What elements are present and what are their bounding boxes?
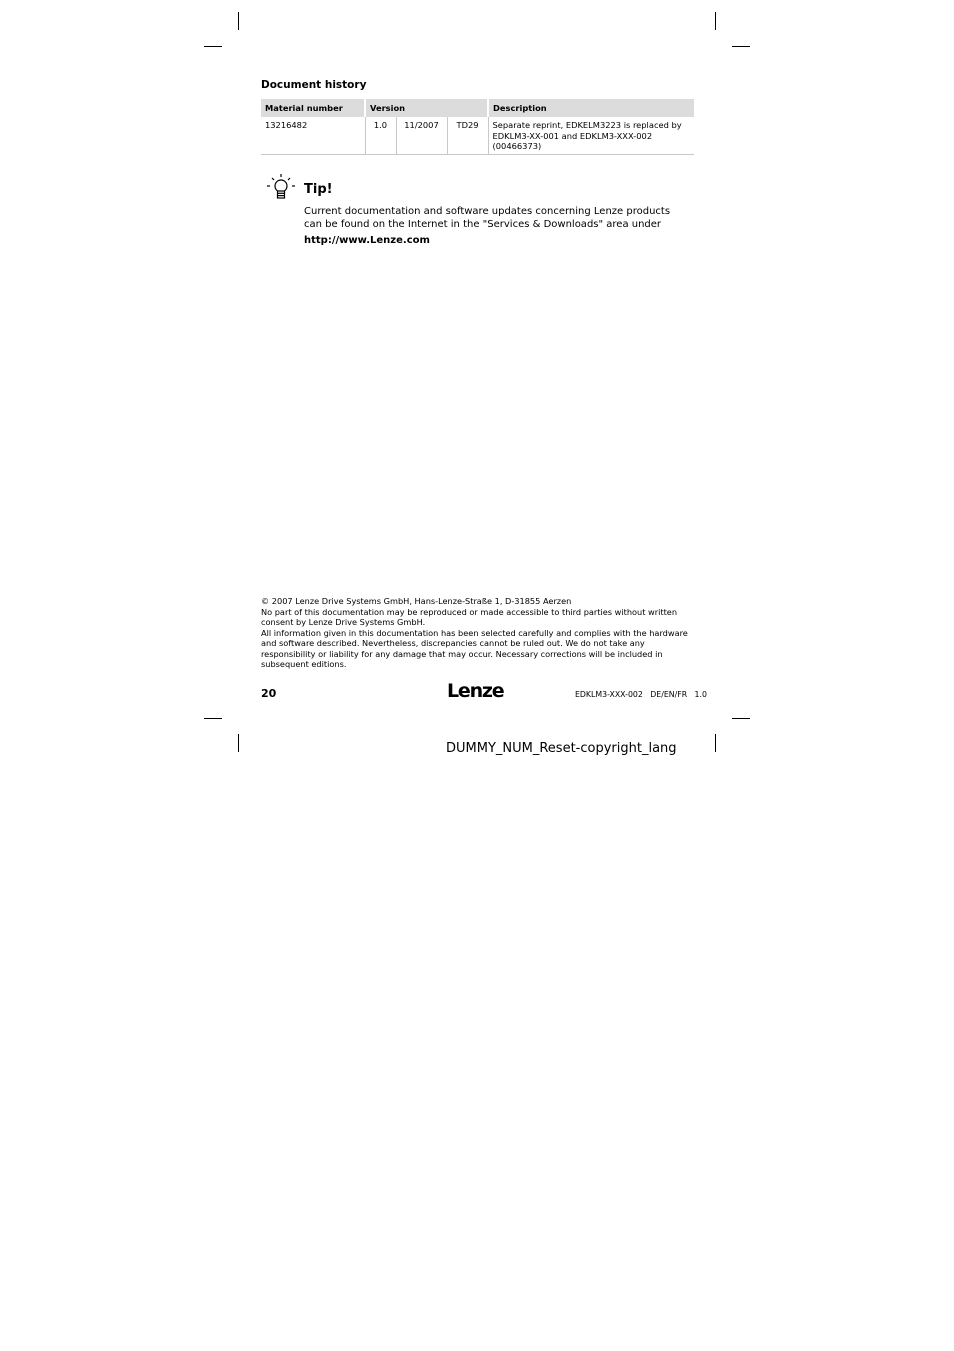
cell-description: Separate reprint, EDKELM3223 is replaced by EDKLM3-XX-001 and EDKLM3-XXX-002 (00466373) — [488, 117, 694, 154]
cell-version: 1.0 — [365, 117, 396, 154]
liability-notice: All information given in this documentation has been selected carefully and complies with the hardware and software described. Nevertheless, discrepancies cannot be ruled out. We do not take any responsibility or liability for any damage that may occur. Necessary corrections will be included in subsequent editions. — [261, 627, 688, 669]
crop-mark-bottom-right-v — [715, 734, 716, 752]
document-history-heading: Document history — [261, 79, 367, 91]
copyright-line: © 2007 Lenze Drive Systems GmbH, Hans-Lenze-Straße 1, D-31855 Aerzen — [261, 596, 572, 606]
cell-material-number: 13216482 — [261, 117, 365, 154]
table-row — [261, 117, 694, 154]
crop-mark-top-right-v — [715, 12, 716, 30]
crop-mark-bottom-left-v — [238, 734, 239, 752]
lenze-website-link[interactable]: http://www.Lenze.com — [304, 235, 430, 246]
header-version: Version — [365, 99, 488, 117]
reproduction-notice: No part of this documentation may be reproduced or made accessible to third parties without written consent by Lenze Drive Systems GmbH. — [261, 606, 678, 627]
table-header-row — [261, 99, 694, 117]
page-number: 20 — [261, 687, 277, 700]
document-code: EDKLM3-XXX-002 DE/EN/FR 1.0 — [575, 690, 707, 699]
crop-mark-top-left-v — [238, 12, 239, 30]
crop-mark-top-right-h — [732, 46, 750, 47]
crop-mark-bottom-right-h — [732, 718, 750, 719]
cell-date: 11/2007 — [396, 117, 447, 154]
lightbulb-icon — [266, 173, 296, 203]
document-history-table — [261, 99, 694, 155]
cell-code: TD29 — [447, 117, 488, 154]
header-description: Description — [488, 99, 694, 117]
tip-text: Current documentation and software updates concerning Lenze products can be found on the Internet in the "Services & Downloads" area under — [304, 206, 671, 230]
lenze-logo: Lenze — [447, 680, 504, 702]
header-material-number: Material number — [261, 99, 365, 117]
crop-mark-bottom-left-h — [204, 718, 222, 719]
tip-heading: Tip! — [304, 182, 333, 197]
crop-mark-top-left-h — [204, 46, 222, 47]
copyright-notice — [261, 596, 696, 670]
dummy-label: DUMMY_NUM_Reset-copyright_lang — [446, 741, 677, 756]
